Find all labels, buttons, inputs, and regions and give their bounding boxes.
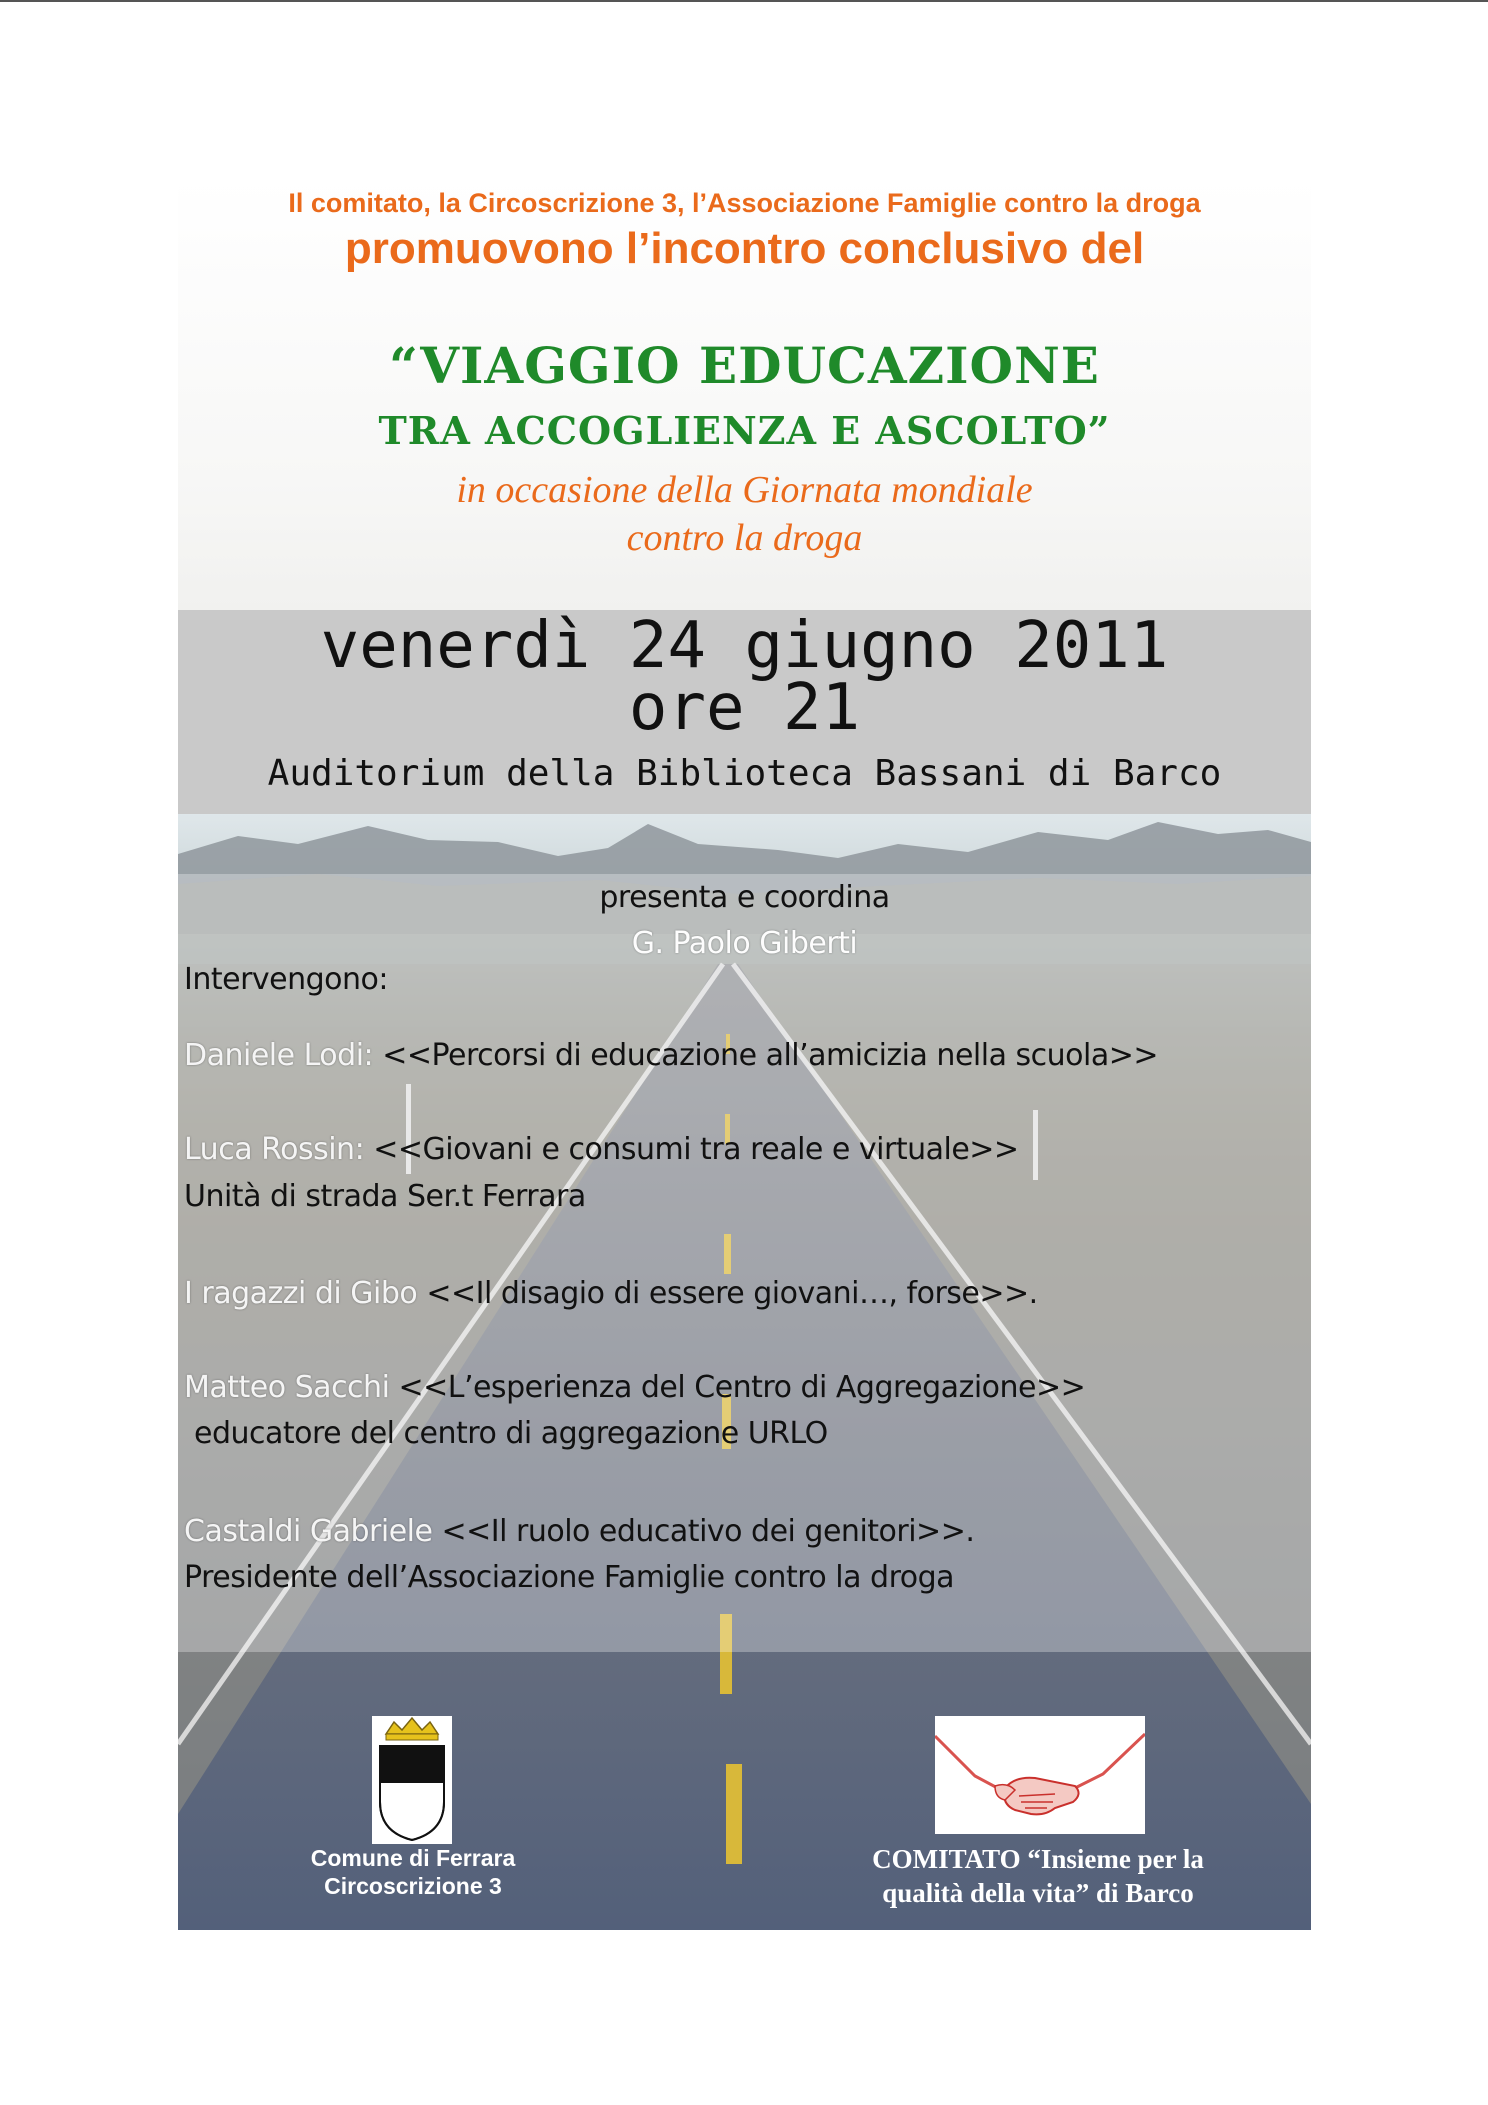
handshake-icon <box>935 1716 1145 1834</box>
speaker-role: Presidente dell’Associazione Famiglie contro la droga <box>184 1560 955 1595</box>
talk-3 <box>184 1276 1038 1311</box>
talk-title: <<Giovani e consumi tra reale e virtuale>> <box>373 1132 1019 1167</box>
date-band <box>178 610 1311 814</box>
event-poster <box>178 178 1311 1930</box>
right-logo-caption <box>838 1842 1238 1910</box>
talk-title: <<Il ruolo educativo dei genitori>>. <box>441 1514 975 1549</box>
speaker-role: educatore del centro di aggregazione URLO <box>194 1416 828 1451</box>
road-photo-background <box>178 814 1311 1930</box>
subtitle-line-1: in occasione della Giornata mondiale <box>456 469 1033 511</box>
caption-line-2: Circoscrizione 3 <box>324 1873 502 1899</box>
coat-of-arms-icon <box>372 1716 452 1844</box>
caption-line-2: qualità della vita” di Barco <box>882 1878 1194 1908</box>
event-subtitle <box>178 466 1311 562</box>
event-title-line-1: “VIAGGIO EDUCAZIONE <box>389 336 1100 395</box>
talk-4 <box>184 1370 1085 1405</box>
subtitle-line-2: contro la droga <box>626 517 863 559</box>
speaker-name: I ragazzi di Gibo <box>184 1276 418 1311</box>
speaker-name: Castaldi Gabriele <box>184 1514 433 1549</box>
speaker-role: Unità di strada Ser.t Ferrara <box>184 1179 586 1214</box>
speakers-label: Intervengono: <box>184 962 389 997</box>
top-border <box>0 0 1488 2</box>
event-date: venerdì 24 giugno 2011 <box>320 609 1169 683</box>
caption-line-1: Comune di Ferrara <box>310 1845 516 1871</box>
speaker-name: Matteo Sacchi <box>184 1370 390 1405</box>
speaker-name: Daniele Lodi: <box>184 1038 374 1073</box>
presenter-name: G. Paolo Giberti <box>631 926 858 961</box>
promo-line: promuovono l’incontro conclusivo del <box>344 224 1145 273</box>
talk-title: <<Il disagio di essere giovani…, forse>>. <box>426 1276 1038 1311</box>
talk-title: <<L’esperienza del Centro di Aggregazione>> <box>398 1370 1086 1405</box>
poster-header <box>178 178 1311 610</box>
event-venue: Auditorium della Biblioteca Bassani di Barco <box>267 753 1222 794</box>
program-content <box>178 814 1311 1930</box>
organizers-line: Il comitato, la Circoscrizione 3, l’Associazione Famiglie contro la droga <box>288 188 1201 218</box>
event-title-line-2: TRA ACCOGLIENZA E ASCOLTO” <box>378 408 1111 453</box>
caption-line-1: COMITATO “Insieme per la <box>872 1844 1204 1874</box>
presenter-label: presenta e coordina <box>599 880 890 915</box>
event-time: ore 21 <box>628 671 861 745</box>
left-logo-caption <box>268 1844 558 1900</box>
talk-5 <box>184 1514 974 1549</box>
talk-title: <<Percorsi di educazione all’amicizia nella scuola>> <box>382 1038 1158 1073</box>
talk-1 <box>184 1038 1158 1073</box>
talk-2 <box>184 1132 1019 1167</box>
speaker-name: Luca Rossin: <box>184 1132 365 1167</box>
